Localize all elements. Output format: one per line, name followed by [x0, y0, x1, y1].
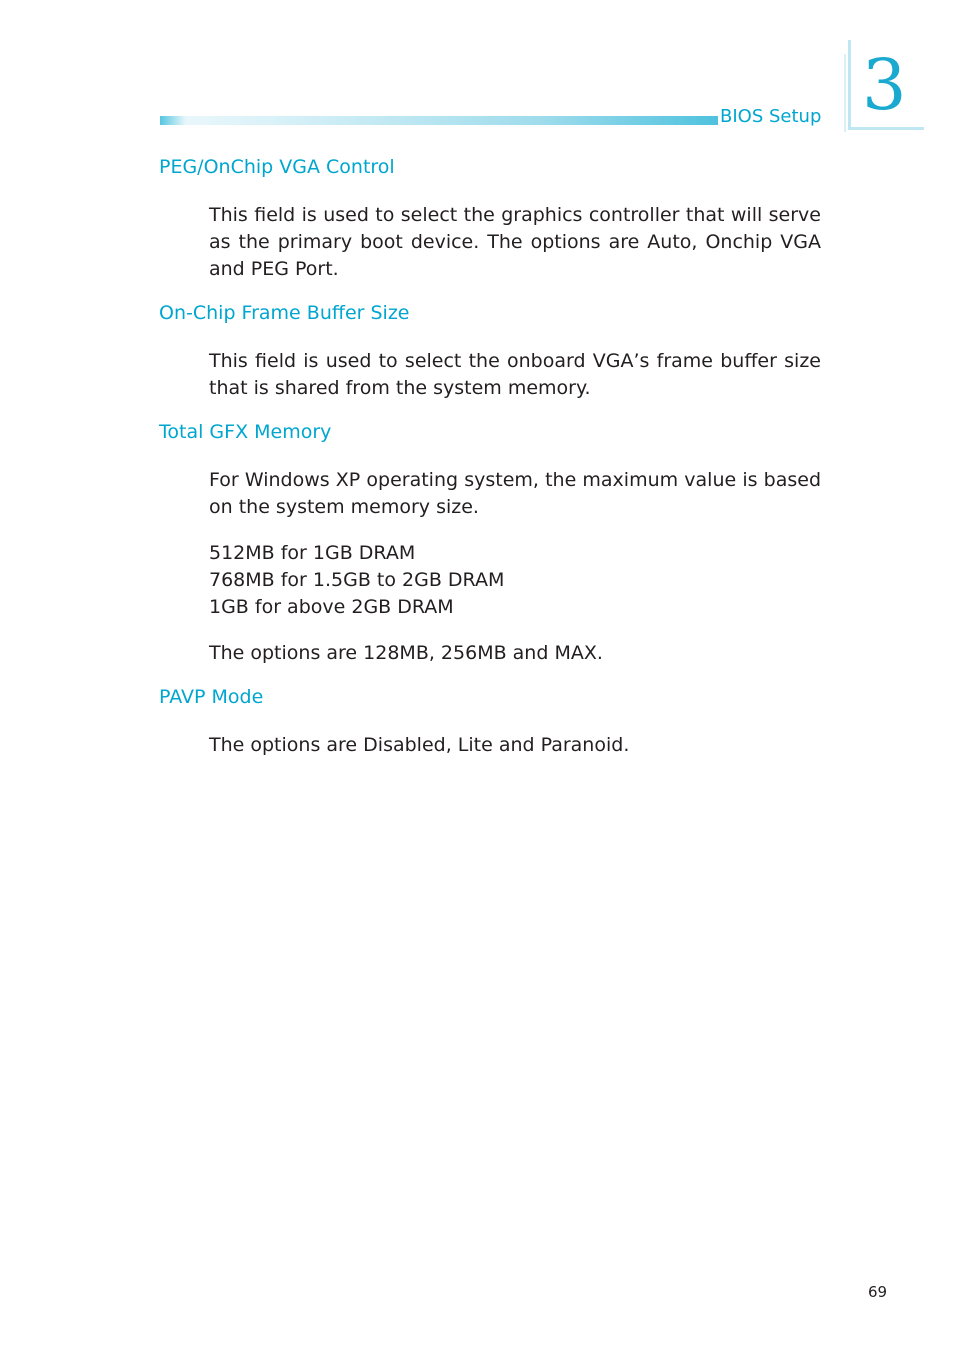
memory-list-item: 1GB for above 2GB DRAM	[209, 596, 454, 618]
section-title-total-gfx-memory: Total GFX Memory	[159, 421, 332, 443]
section-paragraph: For Windows XP operating system, the maximum value is based on the system memory size.	[209, 469, 821, 518]
chapter-number: 3	[862, 44, 907, 126]
memory-list-item: 768MB for 1.5GB to 2GB DRAM	[209, 569, 505, 591]
section-paragraph: The options are Disabled, Lite and Paranoid.	[209, 734, 630, 756]
chapter-marker-inner-line	[844, 54, 846, 132]
header-rule	[160, 116, 718, 125]
options-text: The options are 128MB, 256MB and MAX.	[209, 642, 603, 664]
memory-list-item: 512MB for 1GB DRAM	[209, 542, 416, 564]
chapter-marker	[844, 40, 924, 132]
section-paragraph: This field is used to select the onboard VGA’s frame buffer size that is shared from the system memory.	[209, 350, 821, 399]
running-header-title: BIOS Setup	[720, 106, 822, 127]
section-title-pavp-mode: PAVP Mode	[159, 686, 264, 708]
section-paragraph: This field is used to select the graphics controller that will serve as the primary boot device. The options are Auto, Onchip VGA and PEG Port.	[209, 204, 821, 280]
memory-list	[209, 540, 821, 621]
section-title-peg-onchip-vga-control: PEG/OnChip VGA Control	[159, 156, 395, 178]
section-title-on-chip-frame-buffer-size: On-Chip Frame Buffer Size	[159, 302, 410, 324]
page-number: 69	[868, 1283, 888, 1301]
chapter-marker-vertical-line	[848, 40, 851, 130]
